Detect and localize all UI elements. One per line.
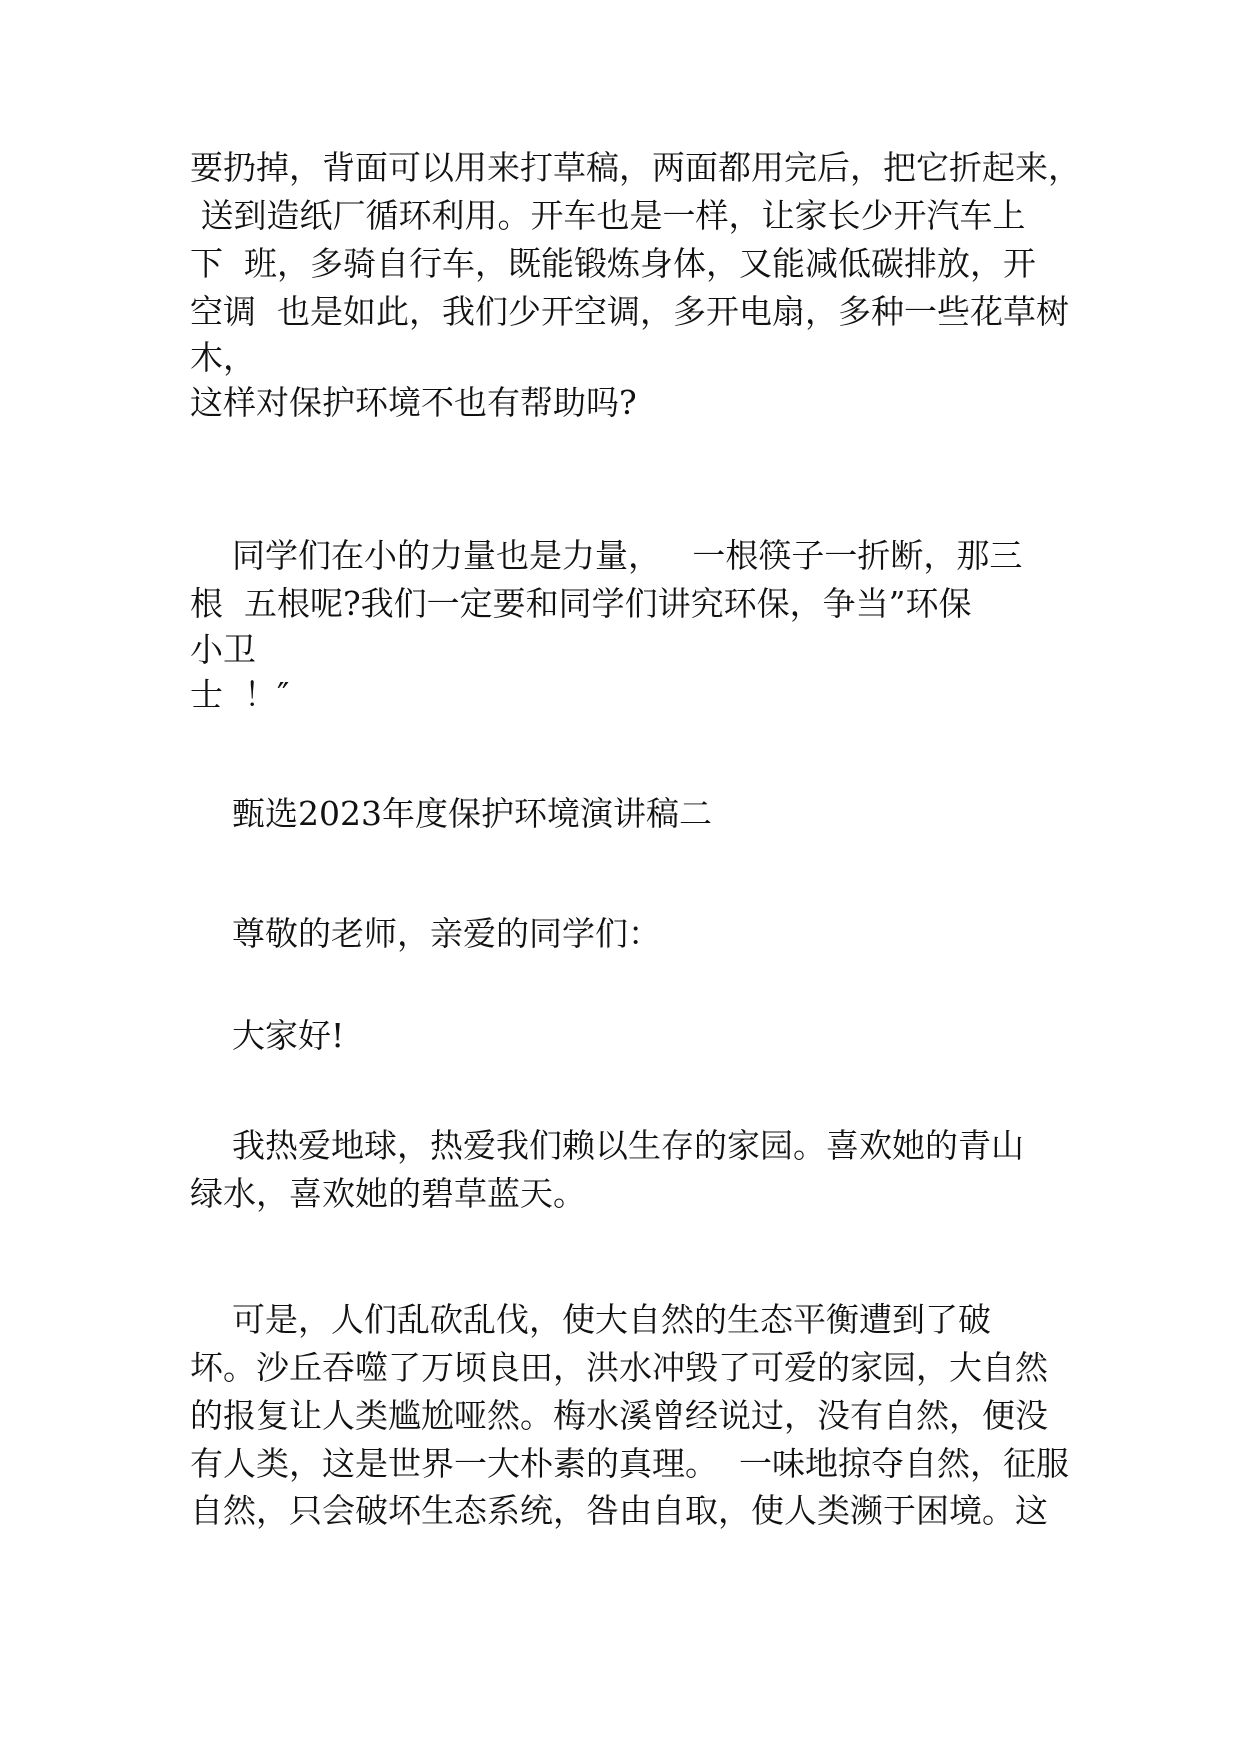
text-line: 同学们在小的力量也是力量， 一根筷子一折断，那三 [190,536,1023,575]
salutation: 尊敬的老师，亲爱的同学们： [190,914,661,953]
text-line: 士 ！″ [190,675,290,714]
text-line: 空调 也是如此，我们少开空调，多开电扇，多种一些花草树 [190,292,1069,331]
text-line: 的报复让人类尴尬哑然。梅水溪曾经说过，没有自然，便没 [190,1396,1048,1435]
text-line: 小卫 [190,630,256,669]
text-line: 下 班，多骑自行车，既能锻炼身体，又能减低碳排放，开 [190,244,1036,283]
greeting: 大家好! [190,1016,345,1055]
text-line: 根 五根呢?我们一定要和同学们讲究环保，争当”环保 [190,584,972,623]
text-line: 我热爱地球，热爱我们赖以生存的家园。喜欢她的青山 [190,1126,1024,1165]
section-title: 甄选2023年度保护环境演讲稿二 [190,794,712,833]
text-line: 木， [190,338,256,377]
text-line: 有人类，这是世界一大朴素的真理。 一味地掠夺自然，征服 [190,1444,1069,1483]
text-line: 要扔掉，背面可以用来打草稿，两面都用完后，把它折起来， [190,148,1081,187]
text-line: 自然，只会破坏生态系统，咎由自取，使人类濒于困境。这 [190,1491,1048,1530]
text-line: 可是，人们乱砍乱伐，使大自然的生态平衡遭到了破 [190,1300,991,1339]
text-line: 坏。沙丘吞噬了万顷良田，洪水冲毁了可爱的家园，大自然 [190,1348,1048,1387]
text-line: 这样对保护环境不也有帮助吗? [190,383,637,422]
text-line: 送到造纸厂循环利用。开车也是一样，让家长少开汽车上 [190,196,1026,235]
text-line: 绿水，喜欢她的碧草蓝天。 [190,1174,586,1213]
